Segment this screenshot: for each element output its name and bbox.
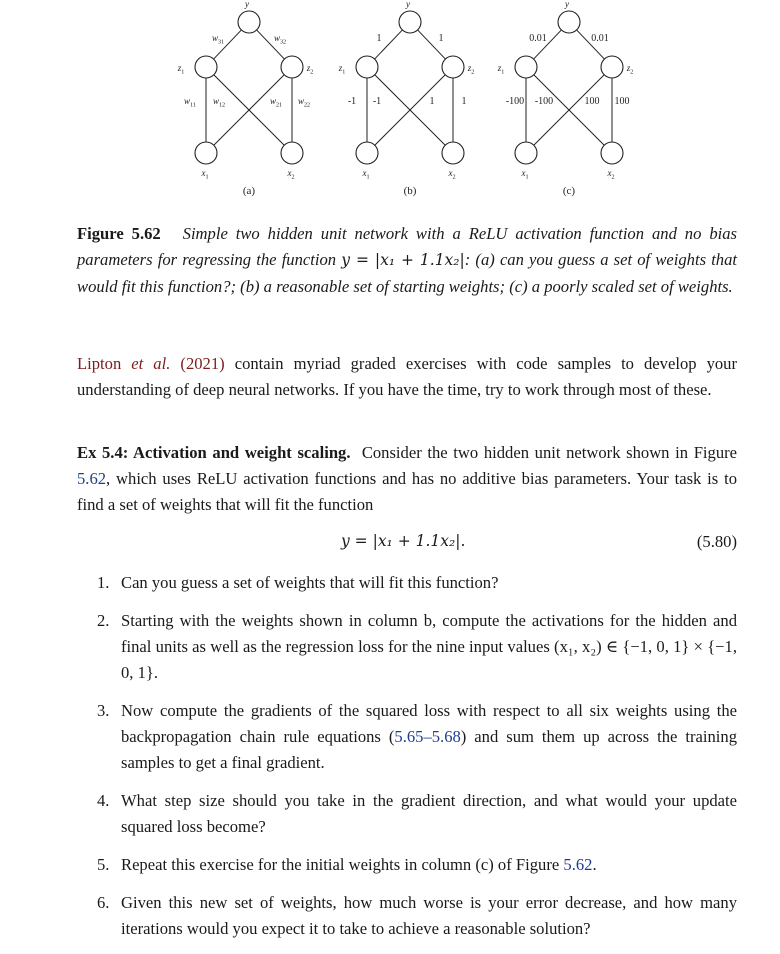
- question-list: [77, 570, 737, 954]
- output-label: y: [245, 0, 249, 9]
- weight-label: $w_{31}$: [211, 33, 225, 46]
- figure-ref-link[interactable]: 5.62: [77, 468, 107, 488]
- panel-caption: (b): [403, 185, 417, 197]
- hidden-node: [442, 56, 464, 78]
- output-node: [399, 11, 421, 33]
- hidden-node: [601, 56, 623, 78]
- hidden-node: [195, 56, 217, 78]
- hidden-node: [515, 56, 537, 78]
- output-label: y: [565, 0, 569, 9]
- weight-label: -1: [372, 96, 382, 107]
- weight-label: -100: [534, 96, 554, 107]
- weight-label: -100: [505, 96, 525, 107]
- question-item: 4. What step size should you take in the gradient direction, and what would your update squared loss become?: [97, 790, 737, 836]
- weight-label: $w_{12}$: [212, 96, 226, 109]
- figure-caption: [77, 221, 737, 299]
- weight-label: $w_{11}$: [184, 96, 196, 109]
- panel-caption: (c): [562, 185, 576, 197]
- input-node: [356, 142, 378, 164]
- input-node: [515, 142, 537, 164]
- weight-label: 0.01: [529, 33, 547, 44]
- weight-label: 0.01: [591, 33, 609, 44]
- equation-5-80: [77, 532, 737, 558]
- question-item: 3. Now compute the gradients of the squared loss with respect to all six weights using the backpropagation chain rule equations (5.65–5.68) and sum them up across the training samples to get a final gradient.: [97, 700, 737, 772]
- output-label: y: [406, 0, 410, 9]
- input-label: $x_1$: [521, 168, 529, 181]
- input-label: $x_1$: [362, 168, 370, 181]
- hidden-label: $z_1$: [177, 63, 185, 76]
- panel-caption: (a): [242, 185, 256, 197]
- hidden-label: $z_1$: [497, 63, 505, 76]
- exercise-heading: Ex 5.4: Activation and weight scaling.: [77, 443, 351, 462]
- weight-label: $w_{21}$: [269, 96, 283, 109]
- figure-label: Figure 5.62: [77, 224, 161, 243]
- weight-label: 1: [438, 33, 444, 44]
- exercise-paragraph: Ex 5.4: Activation and weight scaling. Consider the two hidden unit network shown in Figure 5.62, which uses ReLU activation functions and has no additive bias parameters. Your task is to find a set of weights that will fit the function: [77, 443, 738, 514]
- hidden-node: [281, 56, 303, 78]
- equation-ref-link[interactable]: 5.65–5.68: [394, 726, 461, 746]
- input-label: $x_2$: [448, 168, 456, 181]
- weight-label: 1: [429, 96, 435, 107]
- hidden-node: [356, 56, 378, 78]
- weight-label: -1: [347, 96, 357, 107]
- weight-label: 100: [584, 96, 600, 107]
- hidden-label: $z_1$: [338, 63, 346, 76]
- citation-link[interactable]: Lipton et al. (2021): [77, 354, 225, 373]
- hidden-label: $z_2$: [306, 63, 314, 76]
- question-item: 2. Starting with the weights shown in column b, compute the activations for the hidden and final units as well as the regression loss for the nine input values (x₁, x₂) ∈ {−1, 0, 1} × {−1, 0, 1}.: [97, 611, 737, 682]
- weight-label: 1: [376, 33, 382, 44]
- question-item: 1. Can you guess a set of weights that will fit this function?: [97, 573, 499, 592]
- input-label: $x_2$: [607, 168, 615, 181]
- figure-ref-link[interactable]: 5.62: [563, 854, 593, 874]
- input-node: [195, 142, 217, 164]
- question-item: 6. Given this new set of weights, how much worse is your error decrease, and how many iterations would you expect it to take to achieve a reasonable solution?: [97, 892, 737, 938]
- caption-text: Simple two hidden unit network with a ReLU activation function and no bias parameters for regressing the function y = |x₁ + 1.1x₂|: (a) can you guess a set of weights that would fit this function?; (b) a reasonable set of starting weights; (c) a poorly scaled set of weights.: [77, 224, 738, 296]
- input-node: [281, 142, 303, 164]
- caption-math: y = |x₁ + 1.1x₂|: [341, 250, 465, 269]
- input-node: [442, 142, 464, 164]
- weight-label: 1: [461, 96, 467, 107]
- input-label: $x_1$: [201, 168, 209, 181]
- output-node: [558, 11, 580, 33]
- network-figure: [0, 0, 780, 200]
- paragraph-lipton: Lipton et al. (2021) contain myriad graded exercises with code samples to develop your understanding of deep neural networks. If you have the time, try to work through most of these.: [77, 354, 737, 399]
- output-node: [238, 11, 260, 33]
- weight-label: $w_{22}$: [297, 96, 311, 109]
- input-node: [601, 142, 623, 164]
- question-item: 5. Repeat this exercise for the initial weights in column (c) of Figure 5.62.: [97, 854, 597, 874]
- equation-body: y = |x₁ + 1.1x₂|.: [341, 532, 466, 550]
- hidden-label: $z_2$: [626, 63, 634, 76]
- weight-label: 100: [614, 96, 630, 107]
- hidden-label: $z_2$: [467, 63, 475, 76]
- input-label: $x_2$: [287, 168, 295, 181]
- equation-number: (5.80): [696, 532, 737, 551]
- weight-label: $w_{32}$: [273, 33, 287, 46]
